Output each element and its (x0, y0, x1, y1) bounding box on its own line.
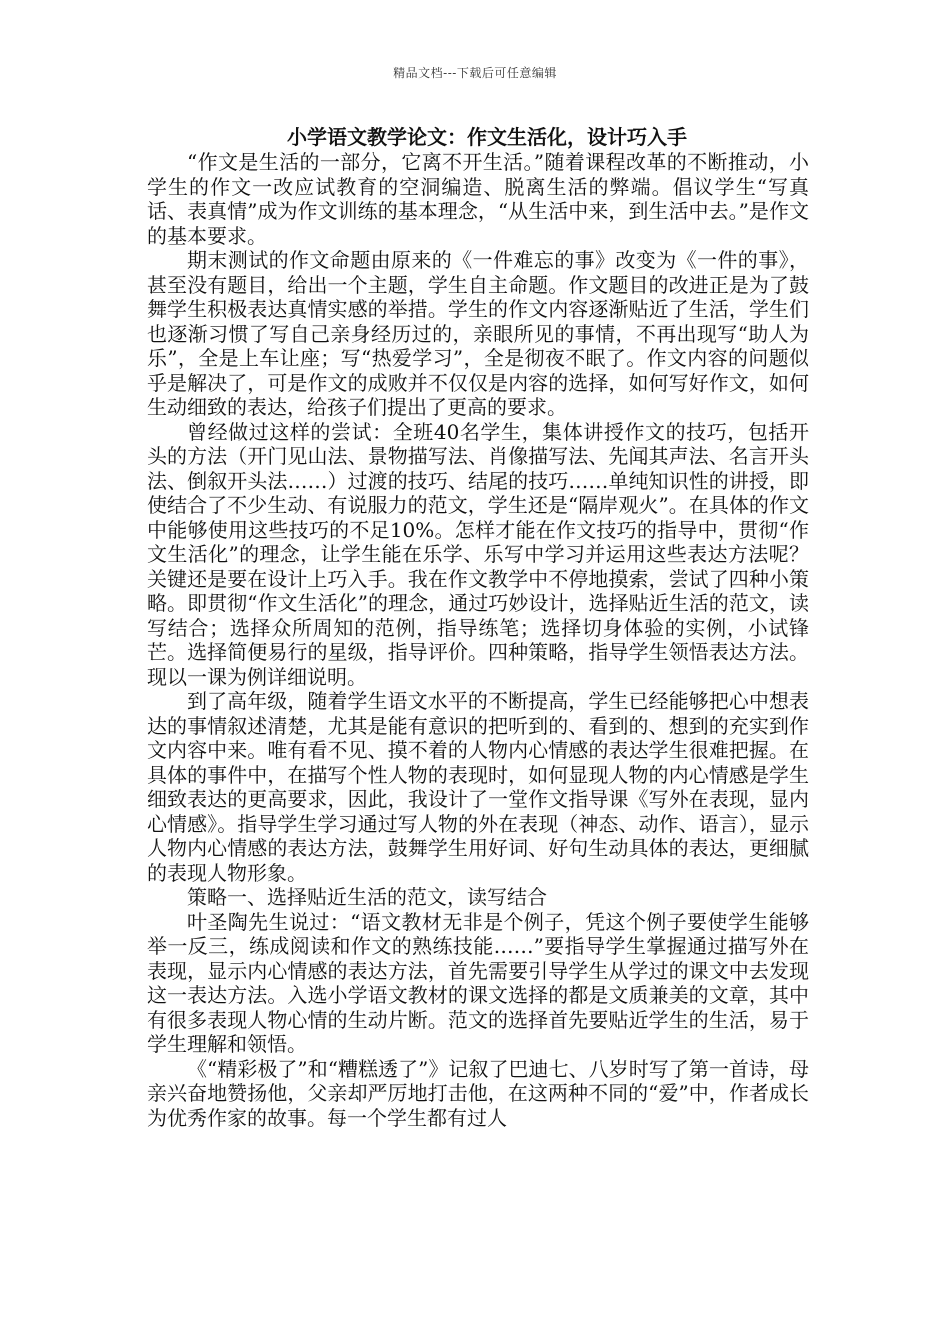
section-heading-strategy-1: 策略一、选择贴近生活的范文，读写结合 (187, 885, 547, 909)
paragraph-6: 《“精彩极了”和“糟糕透了”》记叙了巴迪七、八岁时写了第一首诗，母亲兴奋地赞扬他，父亲却严厉地打击他，在这两种不同的“爱”中，作者成长为优秀作家的故事。每一个学生都有过人 (147, 1056, 809, 1130)
paragraph-1: “作文是生活的一部分，它离不开生活。”随着课程改革的不断推动，小学生的作文一改应试教育的空洞编造、脱离生活的弊端。倡议学生“写真话、表真情”成为作文训练的基本理念，“从生活中来，到生活中去。”是作文的基本要求。 (147, 150, 809, 248)
paragraph-5: 叶圣陶先生说过：“语文教材无非是个例子，凭这个例子要使学生能够举一反三，练成阅读和作文的熟练技能……”要指导学生掌握通过描写外在表现，显示内心情感的表达方法，首先需要引导学生从学过的课文中去发现这一表达方法。入选小学语文教材的课文选择的都是文质兼美的文章，其中有很多表现人物心情的生动片断。范文的选择首先要贴近学生的生活，易于学生理解和领悟。 (147, 909, 809, 1056)
document-body (147, 124, 809, 1130)
page-header: 精品文档---下载后可任意编辑 (393, 66, 557, 80)
paragraph-3: 曾经做过这样的尝试：全班40名学生，集体讲授作文的技巧，包括开头的方法（开门见山法、景物描写法、肖像描写法、先闻其声法、名言开头法、倒叙开头法……）过渡的技巧、结尾的技巧……单纯知识性的讲授，即使结合了不少生动、有说服力的范文，学生还是“隔岸观火”。在具体的作文中能够使用这些技巧的不足10%。怎样才能在作文技巧的指导中，贯彻“作文生活化”的理念，让学生能在乐学、乐写中学习并运用这些表达方法呢？关键还是要在设计上巧入手。我在作文教学中不停地摸索，尝试了四种小策略。即贯彻“作文生活化”的理念，通过巧妙设计，选择贴近生活的范文，读写结合；选择众所周知的范例，指导练笔；选择切身体验的实例，小试锋芒。选择简便易行的星级，指导评价。四种策略，指导学生领悟表达方法。现以一课为例详细说明。 (147, 419, 809, 689)
paragraph-2: 期末测试的作文命题由原来的《一件难忘的事》改变为《一件的事》，甚至没有题目，给出一个主题，学生自主命题。作文题目的改进正是为了鼓舞学生积极表达真情实感的举措。学生的作文内容逐渐贴近了生活，学生们也逐渐习惯了写自己亲身经历过的，亲眼所见的事情，不再出现写“助人为乐”，全是上车让座；写“热爱学习”，全是彻夜不眠了。作文内容的问题似乎是解决了，可是作文的成败并不仅仅是内容的选择，如何写好作文，如何生动细致的表达，给孩子们提出了更高的要求。 (147, 248, 809, 419)
document-title: 小学语文教学论文：作文生活化，设计巧入手 (287, 125, 687, 149)
paragraph-4: 到了高年级，随着学生语文水平的不断提高，学生已经能够把心中想表达的事情叙述清楚，尤其是能有意识的把听到的、看到的、想到的充实到作文内容中来。唯有看不见、摸不着的人物内心情感的表达学生很难把握。在具体的事件中，在描写个性人物的表现时，如何显现人物的内心情感是学生细致表达的更高要求，因此，我设计了一堂作文指导课《写外在表现，显内心情感》。指导学生学习通过写人物的外在表现（神态、动作、语言），显示人物内心情感的表达方法，鼓舞学生用好词、好句生动具体的表达，更细腻的表现人物形象。 (147, 689, 809, 885)
